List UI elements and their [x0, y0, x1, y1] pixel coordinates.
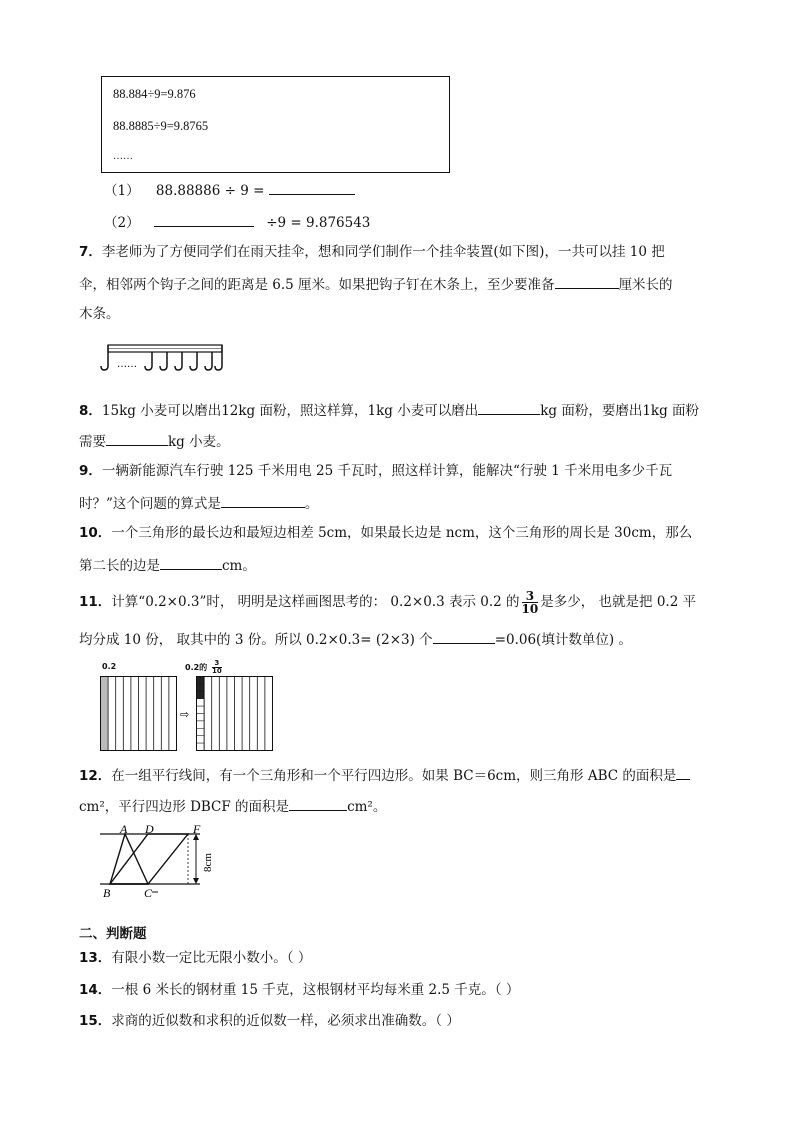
decimal-grids	[100, 676, 280, 752]
q12-number: 12．	[79, 768, 112, 784]
q7-line2: 伞，相邻两个钩子之间的距离是 6.5 厘米。如果把钩子钉在木条上，至少要准备 厘米长的	[79, 274, 673, 294]
q6-part1-label: （1）	[104, 183, 140, 199]
q9-line1: 9．一辆新能源汽车行驶 125 千米用电 25 千瓦时，照这样计算，能解决“行驶 1 千米用电多少千瓦	[79, 463, 673, 479]
q10-line2: 第二长的边是 cm。	[79, 555, 256, 575]
parallel-lines-figure	[100, 822, 220, 902]
q6-part2-blank[interactable]	[154, 212, 254, 227]
pattern-line-2: 88.8885÷9=9.8765	[113, 119, 209, 133]
q15: 15．求商的近似数和求积的近似数一样，必须求出准确数。（ ）	[79, 1013, 460, 1029]
q8-number: 8．	[79, 403, 102, 419]
q11-line2: 均分成 10 份， 取其中的 3 份。所以 0.2×0.3= (2×3) 个 =0.06(填计数单位) 。	[79, 629, 632, 649]
q9-blank[interactable]	[221, 493, 305, 508]
q12-blank-2[interactable]	[289, 796, 347, 811]
q11-line1: 11．计算“0.2×0.3”时， 明明是这样画图思考的： 0.2×0.3 表示 0.2 的 $\frac{3}{10}$ 是多少， 也就是把 0.2 平	[79, 589, 697, 616]
q6-part2-text: ÷9 = 9.876543	[266, 215, 371, 231]
q15-number: 15．	[79, 1013, 112, 1029]
q7-line1: 7．李老师为了方便同学们在雨天挂伞，想和同学们制作一个挂伞装置(如下图)，一共可以挂 10 把	[79, 244, 665, 260]
label-height: 8cm	[202, 853, 214, 872]
q13-number: 13．	[79, 950, 112, 966]
q11-blank[interactable]	[433, 629, 495, 644]
q10-line1: 10．一个三角形的最长边和最短边相差 5cm，如果最长边是 ncm，这个三角形的周长是 30cm，那么	[79, 525, 693, 541]
q11-fraction: $\frac{3}{10}$	[521, 589, 539, 616]
hook-dots: ……	[117, 359, 137, 370]
grid-label-right: 0.2的 $\frac{3}{10}$	[185, 659, 222, 675]
grid-label-left: 0.2	[102, 662, 117, 671]
q14-number: 14．	[79, 982, 112, 998]
label-D: D	[145, 822, 154, 836]
q13: 13．有限小数一定比无限小数小。（ ）	[79, 950, 312, 966]
right-arrow-icon: ⇨	[180, 708, 190, 721]
q7-line3: 木条。	[79, 306, 120, 322]
pattern-line-1: 88.884÷9=9.876	[113, 87, 196, 101]
q12-blank-1[interactable]	[676, 765, 690, 780]
label-B: B	[103, 886, 111, 900]
q8-blank-2[interactable]	[106, 431, 168, 446]
q8-line2: 需要 kg 小麦。	[79, 431, 230, 451]
q12-line1: 12．在一组平行线间，有一个三角形和一个平行四边形。如果 BC＝6cm，则三角形 ABC 的面积是	[79, 765, 690, 785]
label-A: A	[120, 822, 128, 836]
q6-part2	[104, 212, 370, 232]
shaded-strip	[101, 677, 109, 751]
q9-line2: 时？”这个问题的算式是 。	[79, 493, 318, 513]
q10-blank[interactable]	[160, 555, 222, 570]
hook-rack-figure	[100, 342, 230, 378]
q7-blank[interactable]	[555, 274, 619, 289]
q11-number: 11．	[79, 594, 112, 610]
q12-line2: cm²，平行四边形 DBCF 的面积是 cm²。	[79, 796, 386, 816]
q8-blank-1[interactable]	[478, 400, 540, 415]
q6-part2-label: （2）	[104, 215, 140, 231]
q8-line1: 8．15kg 小麦可以磨出12kg 面粉，照这样算，1kg 小麦可以磨出 kg 面粉，要磨出1kg 面粉	[79, 400, 699, 420]
q14: 14．一根 6 米长的钢材重 15 千克，这根钢材平均每米重 2.5 千克。（ ）	[79, 982, 520, 998]
q6-part1	[104, 180, 355, 200]
label-C: C	[144, 886, 153, 900]
q7-number: 7．	[79, 244, 102, 260]
label-F: F	[193, 822, 201, 836]
q6-part1-blank[interactable]	[269, 180, 355, 195]
pattern-ellipsis: ……	[113, 151, 133, 162]
q10-number: 10．	[79, 525, 112, 541]
section-title: 二、判断题	[79, 926, 147, 942]
q6-part1-text: 88.88886 ÷ 9 =	[155, 183, 265, 199]
q9-number: 9．	[79, 463, 102, 479]
